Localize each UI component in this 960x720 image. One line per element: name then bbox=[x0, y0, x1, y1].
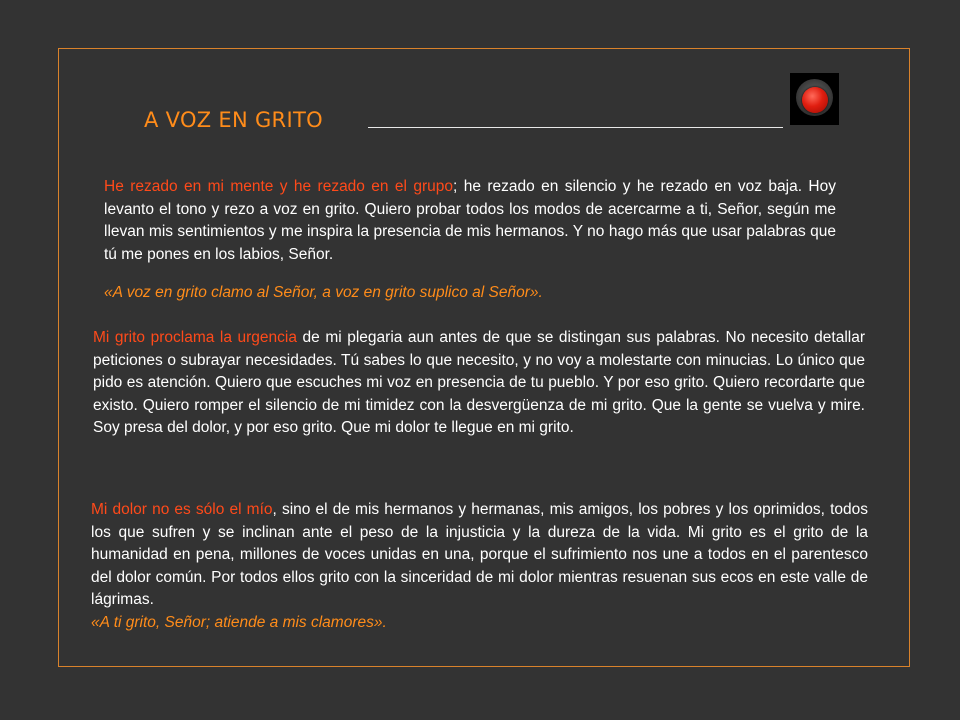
paragraph-2-text: de mi plegaria aun antes de que se distingan sus palabras. No necesito detallar peticiones o subrayar necesidades. Tú sabes lo que necesito, y no voy a molestarte con minucias. Lo único que pido es atención. Quiero que escuches mi voz en presencia de tu pueblo. Y por eso grito. Quiero recordarte que existo. Quiero romper el silencio de mi timidez con la desvergüenza de mi grito. Que la gente se vuelva y mire. Soy presa del dolor, y por eso grito. Que mi dolor te llegue en mi grito. bbox=[93, 329, 865, 436]
paragraph-2 bbox=[93, 327, 865, 440]
paragraph-1-text: ; he rezado en silencio y he rezado en voz baja. Hoy levanto el tono y rezo a voz en grito. Quiero probar todos los modos de acercarme a ti, Señor, según me llevan mis sentimientos y me inspira la presencia de mis hermanos. Y no hago más que usar palabras que tú me pones en los labios, Señor. bbox=[104, 178, 836, 263]
paragraph-3 bbox=[91, 499, 868, 612]
paragraph-3-text: , sino el de mis hermanos y hermanas, mis amigos, los pobres y los oprimidos, todos los que sufren y se inclinan ante el peso de la injusticia y la dureza de la vida. Mi grito es el grito de la humanidad en pena, millones de voces unidas en una, porque el sufrimiento nos une a todos en el parentesco del dolor común. Por todos ellos grito con la sinceridad de mi dolor mientras resuenan sus ecos en este valle de lágrimas. bbox=[91, 501, 868, 608]
quote-2: «A ti grito, Señor; atiende a mis clamores». bbox=[91, 614, 387, 631]
paragraph-2-lead: Mi grito proclama la urgencia bbox=[93, 329, 297, 346]
record-button[interactable] bbox=[790, 73, 839, 125]
paragraph-1-lead: He rezado en mi mente y he rezado en el grupo bbox=[104, 178, 454, 195]
quote-1: «A voz en grito clamo al Señor, a voz en grito suplico al Señor». bbox=[104, 284, 543, 301]
red-record-button-icon bbox=[802, 87, 828, 113]
title-divider bbox=[368, 127, 783, 128]
paragraph-1 bbox=[104, 176, 836, 266]
page-title: A VOZ EN GRITO bbox=[144, 108, 323, 132]
paragraph-3-lead: Mi dolor no es sólo el mío bbox=[91, 501, 273, 518]
